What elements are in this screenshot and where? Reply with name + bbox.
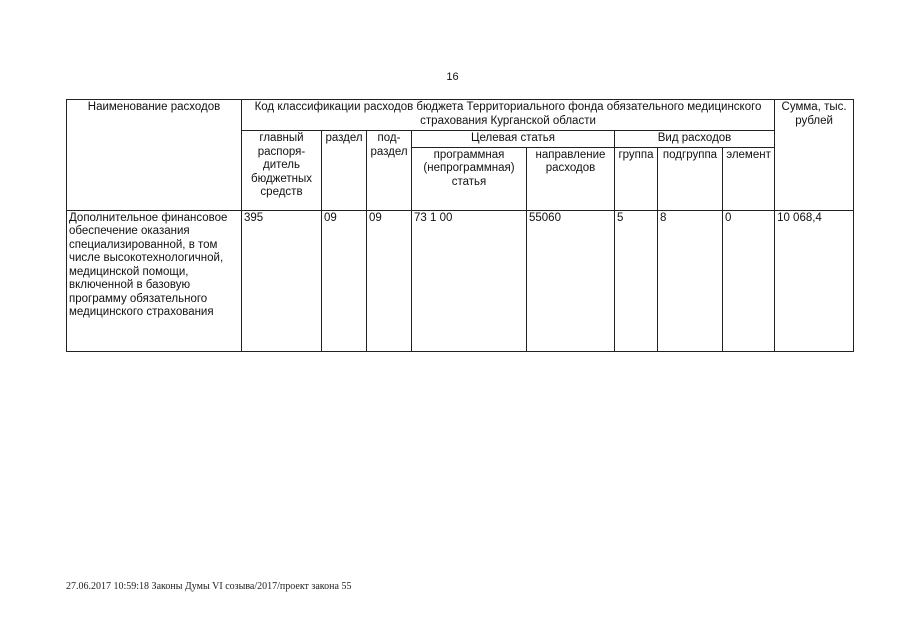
cell-subsection: 09 [367,210,412,351]
table-row [67,210,854,351]
header-name: Наименование расходов [67,100,242,211]
cell-group: 5 [615,210,658,351]
header-subgroup: подгруппа [658,147,723,210]
cell-program: 73 1 00 [412,210,527,351]
header-group: группа [615,147,658,210]
cell-element: 0 [723,210,775,351]
header-element: элемент [723,147,775,210]
cell-main-manager: 395 [242,210,322,351]
header-program: программная (непрограммная) статья [412,147,527,210]
header-subsection: под-раздел [367,131,412,211]
header-direction: направление расходов [527,147,615,210]
header-code-group: Код классификации расходов бюджета Территориального фонда обязательного медицинского страхования Курганской области [242,100,775,131]
cell-section: 09 [322,210,367,351]
cell-direction: 55060 [527,210,615,351]
cell-sum: 10 068,4 [775,210,854,351]
cell-subgroup: 8 [658,210,723,351]
budget-table [66,99,854,352]
page-number: 16 [446,71,459,83]
header-main-manager: главный распоря-дитель бюджетных средств [242,131,322,211]
header-section: раздел [322,131,367,211]
cell-name: Дополнительное финансовое обеспечение оказания специализированной, в том числе высокотехнологичной, медицинской помощи, включенной в базовую программу обязательного медицинского страхования [67,210,242,351]
footer-text: 27.06.2017 10:59:18 Законы Думы VI созыва/2017/проект закона 55 [66,581,352,592]
header-expense-type: Вид расходов [615,131,775,148]
header-sum: Сумма, тыс. рублей [775,100,854,211]
header-target-article: Целевая статья [412,131,615,148]
